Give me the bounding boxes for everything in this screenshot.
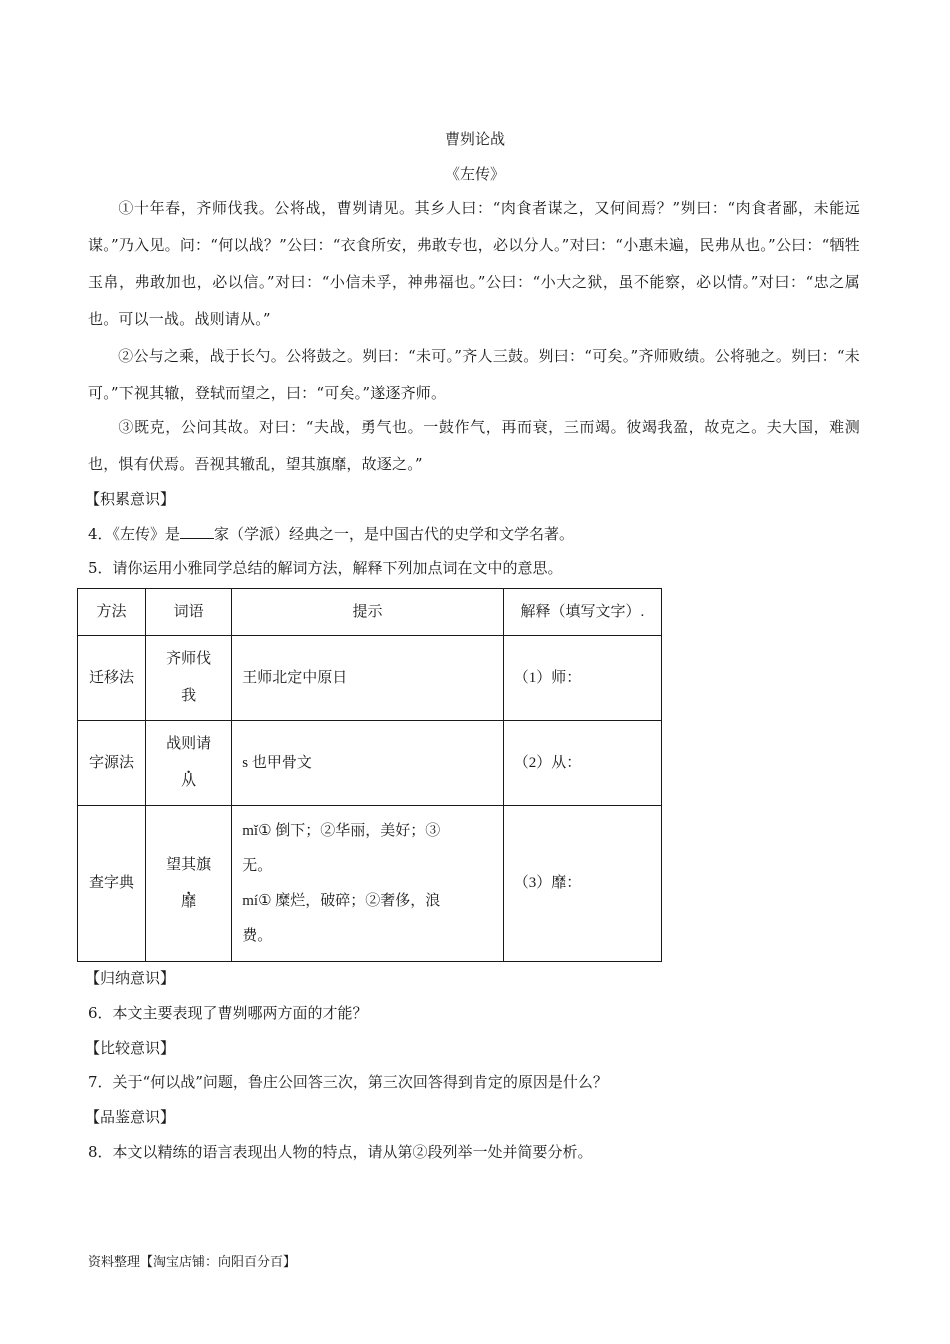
word-dotted-char: 我 bbox=[181, 688, 197, 704]
word-dotted-char: 从 bbox=[181, 773, 197, 789]
header-answer: 解释（填写文字）. bbox=[503, 589, 661, 636]
header-hint: 提示 bbox=[232, 589, 503, 636]
paragraph-2-text: ②公与之乘，战于长勺。公将鼓之。刿曰：“未可。”齐人三鼓。刿曰：“可矣。”齐师败绩。公将驰之。刿曰：“未可。”下视其辙，登轼而望之，曰：“可矣。”遂逐齐师。 bbox=[88, 347, 860, 402]
answer-blank[interactable] bbox=[180, 524, 214, 539]
cell-method: 迁移法 bbox=[78, 636, 146, 721]
header-method: 方法 bbox=[78, 589, 146, 636]
paragraph-2 bbox=[88, 338, 860, 412]
word-part: 齐师伐 bbox=[166, 651, 212, 667]
hint-line: 无。 bbox=[242, 857, 273, 874]
hint-line: 费。 bbox=[242, 927, 273, 944]
section-appreciate: 【品鉴意识】 bbox=[85, 1108, 176, 1126]
cell-hint bbox=[232, 806, 503, 962]
hint-line: mǐ① 倒下；②华丽，美好；③ bbox=[242, 822, 441, 839]
section-compare: 【比较意识】 bbox=[85, 1039, 176, 1057]
paragraph-1 bbox=[88, 190, 860, 338]
cell-word bbox=[146, 806, 232, 962]
cell-word bbox=[146, 636, 232, 721]
cell-answer[interactable]: （3）靡： bbox=[503, 806, 661, 962]
word-part: 望其旗 bbox=[166, 856, 212, 873]
question-4 bbox=[88, 523, 574, 544]
cell-hint: s 也甲骨文 bbox=[232, 721, 503, 806]
vocabulary-table bbox=[77, 588, 662, 962]
paragraph-3 bbox=[88, 409, 860, 483]
question-6: 6．本文主要表现了曹刿哪两方面的才能？ bbox=[88, 1004, 368, 1022]
question-8: 8．本文以精练的语言表现出人物的特点，请从第②段列举一处并简要分析。 bbox=[88, 1143, 593, 1161]
essay-title: 曹刿论战 bbox=[444, 130, 505, 148]
paragraph-1-text: ①十年春，齐师伐我。公将战，曹刿请见。其乡人曰：“肉食者谋之，又何间焉？”刿曰：“肉食者鄙，未能远谋。”乃入见。问：“何以战？”公曰：“衣食所安，弗敢专也，必以分人。”对曰：“小惠未遍，民弗从也。”公曰：“牺牲玉帛，弗敢加也，必以信。”对曰：“小信未孚，神弗福也。”公曰：“小大之狱，虽不能察，必以情。”对曰：“忠之属也。可以一战。战则请从。” bbox=[88, 199, 860, 328]
page-footer: 资料整理【淘宝店铺：向阳百分百】 bbox=[88, 1255, 297, 1270]
word-dotted-char: 靡 bbox=[181, 893, 197, 910]
paragraph-3-text: ③既克，公问其故。对曰：“夫战，勇气也。一鼓作气，再而衰，三而竭。彼竭我盈，故克之。夫大国，难测也，惧有伏焉。吾视其辙乱，望其旗靡，故逐之。” bbox=[88, 418, 860, 473]
essay-source: 《左传》 bbox=[444, 165, 505, 183]
cell-method: 字源法 bbox=[78, 721, 146, 806]
question-4-prefix: 4．《左传》是 bbox=[88, 525, 181, 543]
section-accumulate: 【积累意识】 bbox=[85, 490, 176, 508]
cell-answer[interactable]: （1）师： bbox=[503, 636, 661, 721]
hint-line: mí① 糜烂，破碎；②奢侈，浪 bbox=[242, 892, 441, 909]
cell-hint: 王师北定中原日 bbox=[232, 636, 503, 721]
cell-method: 查字典 bbox=[78, 806, 146, 962]
cell-word bbox=[146, 721, 232, 806]
table-row bbox=[78, 806, 662, 962]
word-part: 战则请 bbox=[166, 736, 212, 752]
cell-answer[interactable]: （2）从： bbox=[503, 721, 661, 806]
table-row bbox=[78, 721, 662, 806]
question-4-suffix: 家（学派）经典之一，是中国古代的史学和文学名著。 bbox=[214, 525, 575, 543]
table-row bbox=[78, 636, 662, 721]
section-summary: 【归纳意识】 bbox=[85, 969, 176, 987]
header-word: 词语 bbox=[146, 589, 232, 636]
question-5: 5．请你运用小雅同学总结的解词方法，解释下列加点词在文中的意思。 bbox=[88, 559, 563, 577]
table-header-row bbox=[78, 589, 662, 636]
question-7: 7．关于“何以战”问题，鲁庄公回答三次，第三次回答得到肯定的原因是什么？ bbox=[88, 1073, 608, 1091]
